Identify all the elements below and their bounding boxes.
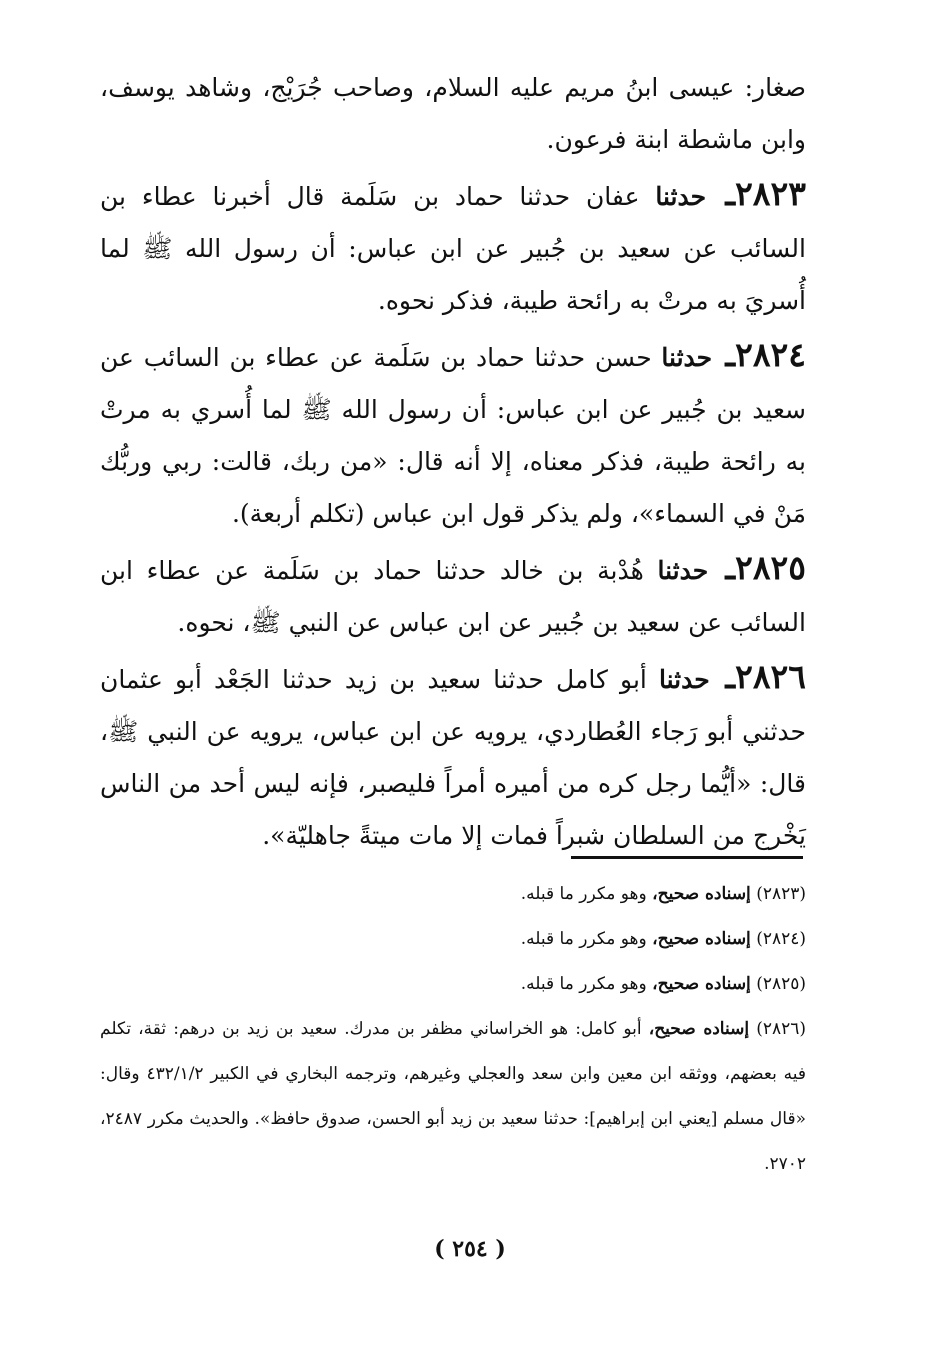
- footnote-text: أبو كامل: هو الخراساني مظفر بن مدرك. سعيد بن زيد بن درهم: ثقة، تكلم فيه بعضهم، ووثقه ابن معين وابن سعد والعجلي وغيرهم، وترجمه البخاري في الكبير ٤٣٢/١/٢ وقال: «قال مسلم [يعني ابن إبراهيم]: حدثنا سعيد بن زيد أبو الحسن، صدوق حافظ». والحديث مكرر ٢٤٨٧، ٢٧٠٢.: [100, 1019, 807, 1174]
- footnote-keyword: إسناده صحيح،: [652, 884, 751, 904]
- hadith-2823: ٢٨٢٣ـ حدثنا عفان حدثنا حماد بن سَلَمة قال أخبرنا عطاء بن السائب عن سعيد بن جُبير عن ابن عباس: أن رسول الله ﷺ لما أُسريَ به مرتْ به رائحة طيبة، فذكر نحوه.: [100, 174, 806, 315]
- footnote-keyword: إسناده صحيح،: [652, 929, 751, 949]
- footnote-number: (٢٨٢٣): [756, 884, 806, 904]
- hadith-2825: ٢٨٢٥ـ حدثنا هُدْبة بن خالد حدثنا حماد بن سَلَمة عن عطاء ابن السائب عن سعيد بن جُبير عن ابن عباس عن النبي ﷺ، نحوه.: [100, 548, 806, 637]
- hadith-number: ٢٨٢٤: [735, 335, 806, 374]
- hadith-text: عفان حدثنا حماد بن سَلَمة قال أخبرنا عطاء بن السائب عن سعيد بن جُبير عن ابن عباس: أن رسول الله ﷺ لما أُسريَ به مرتْ به رائحة طيبة، فذكر نحوه.: [100, 182, 806, 315]
- footnote-2824: [100, 917, 806, 962]
- footnote-number: (٢٨٢٤): [756, 929, 806, 949]
- hadith-number: ٢٨٢٣: [735, 174, 806, 213]
- footnote-text: وهو مكرر ما قبله.: [520, 974, 647, 994]
- footnote-keyword: إسناده صحيح،: [648, 1019, 750, 1039]
- footnote-number: (٢٨٢٦): [756, 1019, 807, 1039]
- footnote-text: وهو مكرر ما قبله.: [520, 884, 647, 904]
- hadith-keyword: حدثنا: [661, 343, 713, 372]
- hadith-text: أبو كامل حدثنا سعيد بن زيد حدثنا الجَعْد أبو عثمان حدثني أبو رَجاء العُطاردي، يرويه عن ابن عباس، يرويه عن النبي ﷺ، قال: «أيُّما رجل كره من أميره أمراً فليصبر، فإنه ليس أحد من الناس يَخْرج من السلطان شبراً فمات إلا مات ميتةً جاهليّة».: [100, 665, 806, 850]
- footnote-divider: [571, 856, 803, 859]
- hadith-number: ٢٨٢٥: [735, 548, 806, 587]
- main-text: [100, 62, 806, 862]
- continuation-paragraph: صغار: عيسى ابنُ مريم عليه السلام، وصاحب جُرَيْج، وشاهد يوسف، وابن ماشطة ابنة فرعون.: [100, 73, 806, 154]
- page-number: ( ٢٥٤ ): [434, 1236, 506, 1262]
- hadith-keyword: حدثنا: [659, 665, 710, 694]
- footnote-number: (٢٨٢٥): [756, 974, 806, 994]
- footnote-text: وهو مكرر ما قبله.: [520, 929, 647, 949]
- footnote-2826: [100, 1007, 806, 1187]
- hadith-text: هُدْبة بن خالد حدثنا حماد بن سَلَمة عن عطاء ابن السائب عن سعيد بن جُبير عن ابن عباس عن النبي ﷺ، نحوه.: [100, 556, 806, 637]
- hadith-keyword: حدثنا: [655, 182, 707, 211]
- hadith-2826: ٢٨٢٦ـ حدثنا أبو كامل حدثنا سعيد بن زيد حدثنا الجَعْد أبو عثمان حدثني أبو رَجاء العُطاردي، يرويه عن ابن عباس، يرويه عن النبي ﷺ، قال: «أيُّما رجل كره من أميره أمراً فليصبر، فإنه ليس أحد من الناس يَخْرج من السلطان شبراً فمات إلا مات ميتةً جاهليّة».: [100, 657, 806, 850]
- footnote-2825: [100, 962, 806, 1007]
- footnote-2823: [100, 872, 806, 917]
- hadith-2824: ٢٨٢٤ـ حدثنا حسن حدثنا حماد بن سَلَمة عن عطاء بن السائب عن سعيد بن جُبير عن ابن عباس: أن رسول الله ﷺ لما أُسري به مرتْ به رائحة طيبة، فذكر معناه، إلا أنه قال: «من ربك، قالت: ربي وربُّك مَنْ في السماء»، ولم يذكر قول ابن عباس (تكلم أربعة).: [100, 335, 806, 528]
- footnotes: [100, 872, 806, 1187]
- footnote-keyword: إسناده صحيح،: [652, 974, 751, 994]
- hadith-keyword: حدثنا: [657, 556, 709, 585]
- hadith-text: حسن حدثنا حماد بن سَلَمة عن عطاء بن السائب عن سعيد بن جُبير عن ابن عباس: أن رسول الله ﷺ لما أُسري به مرتْ به رائحة طيبة، فذكر معناه، إلا أنه قال: «من ربك، قالت: ربي وربُّك مَنْ في السماء»، ولم يذكر قول ابن عباس (تكلم أربعة).: [100, 343, 806, 528]
- hadith-number: ٢٨٢٦: [735, 657, 806, 696]
